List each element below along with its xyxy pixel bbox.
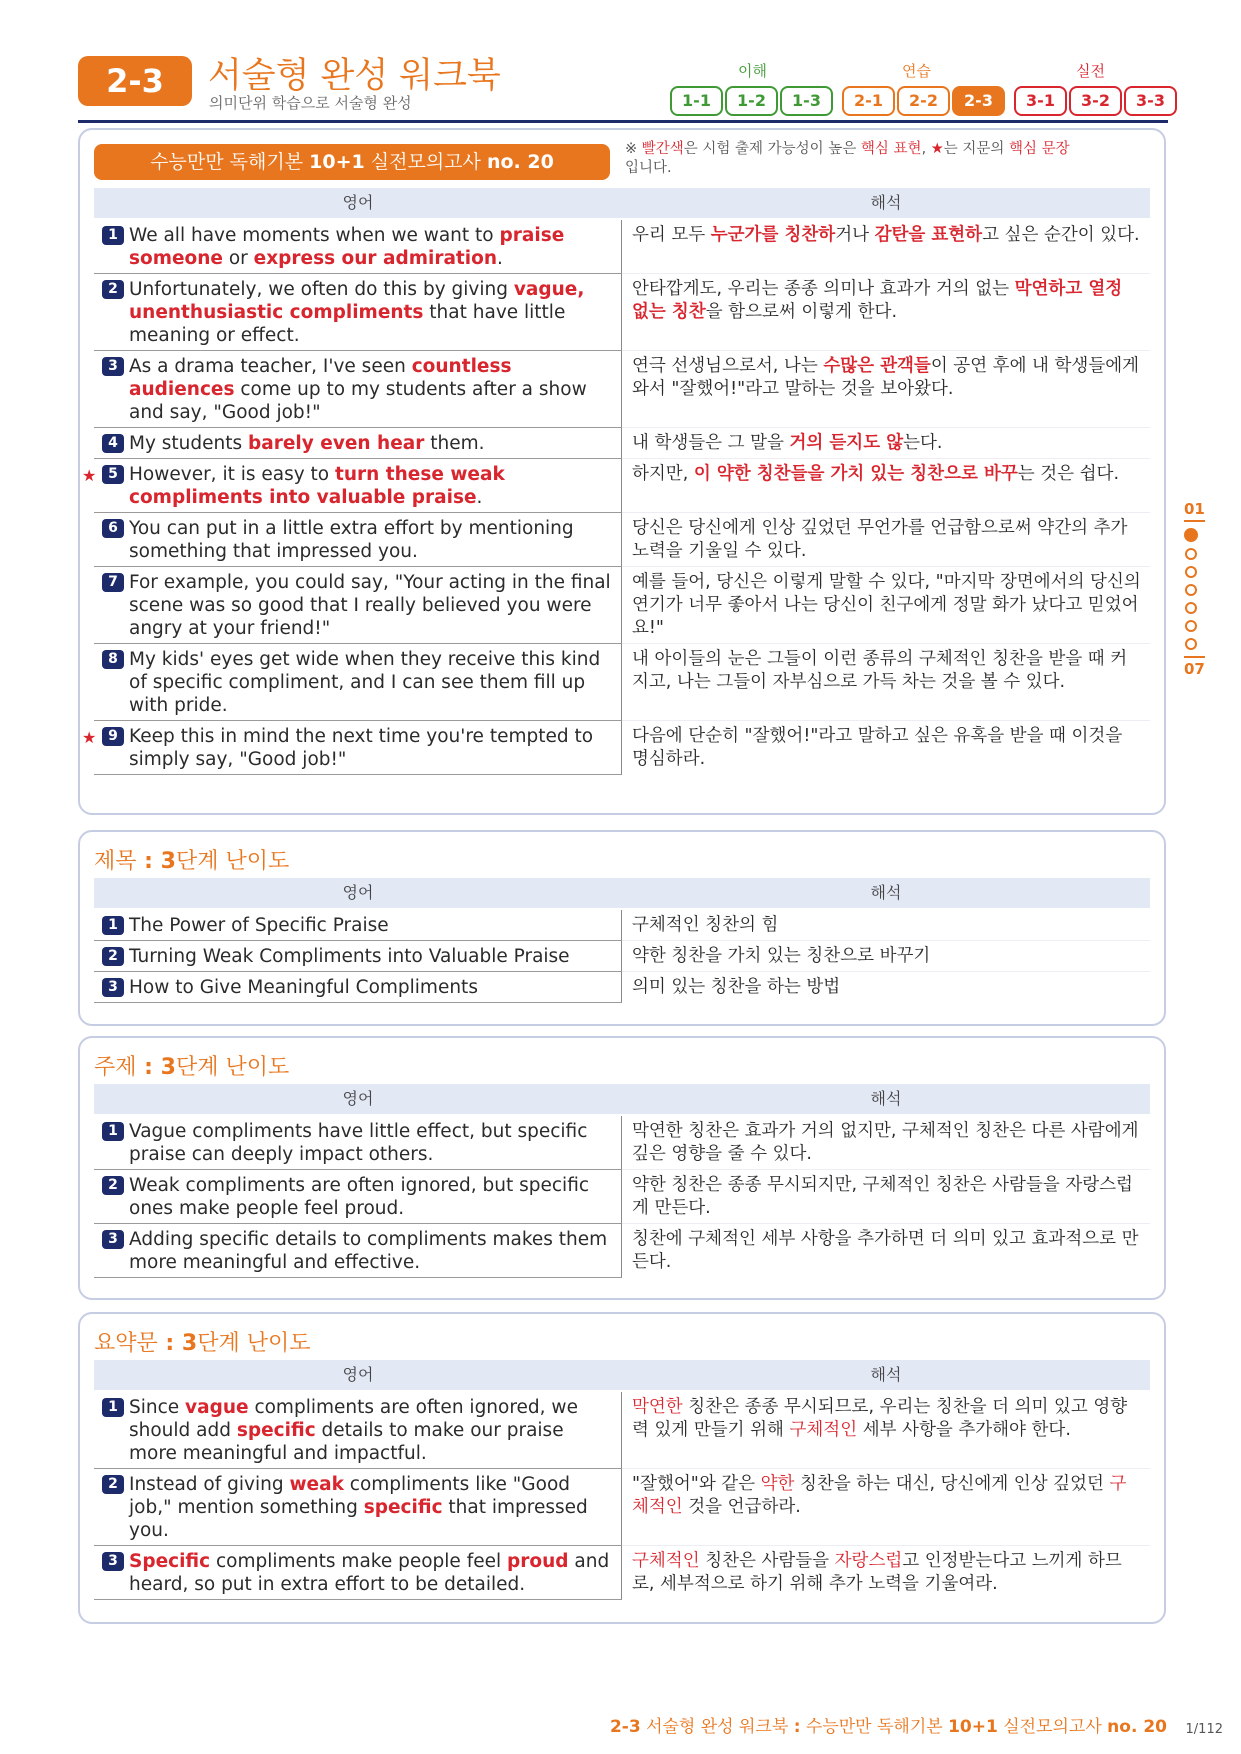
sentence-number-badge: 4 (102, 434, 124, 453)
text-segment: 내 아이들의 눈은 그들이 이런 종류의 구체적인 칭찬을 받을 때 커지고, 나는 그들이 자부심으로 가득 차는 것을 볼 수 있다. (632, 649, 1128, 692)
highlighted-text: 막연한 (632, 1397, 683, 1417)
korean-cell (622, 910, 1150, 940)
index-dot[interactable] (1185, 566, 1197, 578)
highlighted-text: 누군가를 칭찬하 (710, 225, 836, 245)
english-cell (94, 1469, 622, 1546)
header-english: 영어 (342, 883, 374, 902)
highlighted-text: 수많은 관객들 (823, 356, 931, 376)
text-segment: 구체적인 칭찬의 힘 (632, 915, 779, 935)
sentence-number-badge: 1 (102, 916, 124, 935)
text-segment: . (476, 487, 483, 508)
text-segment: details to make our praise more meaningful and impactful. (129, 1420, 564, 1464)
index-end-label: 07 (1184, 656, 1205, 678)
table-header (94, 878, 1150, 908)
nav-button-2-1[interactable]: 2-1 (842, 86, 895, 116)
sentence-number-badge: 1 (102, 1398, 124, 1417)
highlighted-text: specific (236, 1420, 316, 1441)
text-segment: 것을 언급하라. (682, 1497, 801, 1517)
table-header (94, 1360, 1150, 1390)
nav-button-3-1[interactable]: 3-1 (1014, 86, 1067, 116)
nav-group-real: 실전 (1076, 62, 1105, 80)
table-row (94, 1170, 1150, 1224)
text-segment: that impressed you. (129, 1497, 588, 1541)
nav-button-3-3[interactable]: 3-3 (1124, 86, 1177, 116)
text-segment: 막연한 칭찬은 효과가 거의 없지만, 구체적인 칭찬은 다른 사람에게 깊은 영향을 줄 수 있다. (632, 1121, 1139, 1164)
sentence-number-badge: 2 (102, 280, 124, 299)
passage-panel (78, 128, 1166, 815)
korean-cell (622, 1170, 1150, 1223)
index-dot[interactable] (1184, 528, 1198, 542)
header-korean: 해석 (870, 193, 902, 212)
summary-rows (94, 1392, 1150, 1599)
title-rows (94, 910, 1150, 1002)
text-segment: or (222, 248, 254, 269)
header-english: 영어 (342, 1365, 374, 1384)
text-segment: 다음에 단순히 "잘했어!"라고 말하고 싶은 유혹을 받을 때 이것을 명심하라. (632, 726, 1123, 769)
sentence-number-badge: 9 (102, 727, 124, 746)
english-cell (94, 941, 622, 972)
header-korean: 해석 (870, 883, 902, 902)
text-segment: Adding specific details to compliments makes them more meaningful and effective. (129, 1229, 608, 1273)
table-row (94, 220, 1150, 274)
english-cell (94, 220, 622, 274)
text-segment: 약한 칭찬은 종종 무시되지만, 구체적인 칭찬은 사람들을 자랑스럽게 만든다. (632, 1175, 1133, 1218)
table-row (94, 351, 1150, 428)
table-row (94, 941, 1150, 972)
index-dot[interactable] (1185, 620, 1197, 632)
highlighted-text: vague, unenthusiastic compliments (129, 279, 585, 323)
text-segment: Keep this in mind the next time you're tempted to simply say, "Good job!" (129, 726, 594, 770)
text-segment: 안타깝게도, 우리는 종종 의미나 효과가 거의 없는 (632, 279, 1015, 299)
highlighted-text: 구체적인 (632, 1474, 1127, 1517)
english-cell (94, 1392, 622, 1469)
sentence-number-badge: 3 (102, 357, 124, 376)
text-segment: 칭찬은 사람들을 (699, 1551, 835, 1571)
text-segment: come up to my students after a show and say, "Good job!" (129, 379, 587, 423)
topic-panel (78, 1036, 1166, 1300)
text-segment: 고 싶은 순간이 있다. (982, 225, 1140, 245)
highlighted-text: turn these weak compliments into valuable praise (129, 464, 505, 508)
text-segment: compliments are often ignored, we should add (129, 1397, 578, 1441)
english-cell (82, 459, 622, 513)
highlighted-text: 구체적인 (789, 1420, 858, 1440)
legend-note: ※ 빨간색은 시험 출제 가능성이 높은 핵심 표현, ★는 지문의 핵심 문장 입니다. (625, 141, 1070, 176)
table-row (94, 1392, 1150, 1469)
text-segment: The Power of Specific Praise (129, 915, 389, 936)
table-row (94, 567, 1150, 644)
sentence-number-badge: 1 (102, 1122, 124, 1141)
index-dot[interactable] (1185, 584, 1197, 596)
text-segment: My students (129, 433, 249, 454)
table-row (94, 972, 1150, 1002)
korean-cell (622, 220, 1150, 273)
english-cell (94, 351, 622, 428)
sentence-number-badge: 8 (102, 650, 124, 669)
text-segment: 는다. (903, 433, 943, 453)
unit-badge: 2-3 (78, 56, 192, 106)
page-number: 1/112 (1185, 1722, 1223, 1737)
topic-section-heading: 주제 : 3단계 난이도 (94, 1055, 290, 1080)
source-badge: 수능만만 독해기본 10+1 실전모의고사 no. 20 (94, 144, 610, 180)
sentence-number-badge: 2 (102, 1475, 124, 1494)
english-cell (94, 1116, 622, 1170)
english-cell (82, 721, 622, 775)
table-row (82, 721, 1150, 774)
korean-cell (622, 644, 1150, 720)
highlighted-text: vague (185, 1397, 249, 1418)
highlighted-text: 감탄을 표현하 (874, 225, 983, 245)
text-segment: 우리 모두 (632, 225, 711, 245)
korean-cell (622, 941, 1150, 971)
page-title: 서술형 완성 워크북 (208, 56, 501, 96)
text-segment: 칭찬에 구체적인 세부 사항을 추가하면 더 의미 있고 효과적으로 만든다. (632, 1229, 1139, 1272)
highlighted-text: 자랑스럽 (834, 1551, 903, 1571)
highlighted-text: countless audiences (129, 356, 512, 400)
text-segment: Turning Weak Compliments into Valuable Praise (129, 946, 570, 967)
text-segment: How to Give Meaningful Compliments (129, 977, 478, 998)
text-segment: For example, you could say, "Your acting in the final scene was so good that I really believed you were angry at your friend!" (129, 572, 611, 639)
key-sentence-star-icon: ★ (82, 466, 97, 485)
sentence-number-badge: 3 (102, 1230, 124, 1249)
korean-cell (622, 1469, 1150, 1545)
table-row (94, 1546, 1150, 1599)
text-segment: 이 공연 후에 내 학생들에게 와서 "잘했어!"라고 말하는 것을 보아왔다. (632, 356, 1140, 399)
text-segment: 연극 선생님으로서, 나는 (632, 356, 824, 376)
text-segment: 고 인정받는다고 느끼게 하므로, 세부적으로 하기 위해 추가 노력을 기울여라. (632, 1551, 1122, 1594)
footer-source: 2-3 서술형 완성 워크북 : 수능만만 독해기본 10+1 실전모의고사 no. 20 (609, 1717, 1167, 1737)
sentence-number-badge: 6 (102, 519, 124, 538)
table-header (94, 1084, 1150, 1114)
page-subtitle: 의미단위 학습으로 서술형 완성 (209, 94, 412, 112)
sentence-number-badge: 2 (102, 1176, 124, 1195)
text-segment: Weak compliments are often ignored, but specific ones make people feel proud. (129, 1175, 590, 1219)
text-segment: 거나 (835, 225, 875, 245)
text-segment: . (497, 248, 503, 269)
highlighted-text: 거의 듣지도 않 (789, 433, 904, 453)
highlighted-text: 이 약한 칭찬들을 가치 있는 칭찬으로 바꾸 (693, 464, 1018, 484)
text-segment: 당신은 당신에게 인상 깊었던 무언가를 언급함으로써 약간의 추가 노력을 기울일 수 있다. (632, 518, 1128, 561)
text-segment: 예를 들어, 당신은 이렇게 말할 수 있다, "마지막 장면에서의 당신의 연기가 너무 좋아서 나는 당신이 친구에게 정말 화가 났다고 믿었어요!" (632, 572, 1141, 638)
korean-cell (622, 567, 1150, 643)
text-segment: 칭찬을 하는 대신, 당신에게 인상 깊었던 (794, 1474, 1110, 1494)
table-row (94, 1116, 1150, 1170)
sentence-number-badge: 1 (102, 226, 124, 245)
english-cell (94, 972, 622, 1003)
highlighted-text: Specific (129, 1551, 211, 1572)
highlighted-text: specific (363, 1497, 443, 1518)
nav-button-2-3[interactable]: 2-3 (952, 86, 1005, 116)
text-segment: 의미 있는 칭찬을 하는 방법 (632, 977, 841, 997)
english-cell (94, 274, 622, 351)
text-segment: You can put in a little extra effort by mentioning something that impressed you. (129, 518, 574, 562)
nav-button-1-2[interactable]: 1-2 (725, 86, 778, 116)
text-segment: We all have moments when we want to (129, 225, 500, 246)
text-segment: 내 학생들은 그 말을 (632, 433, 790, 453)
index-dot[interactable] (1185, 548, 1197, 560)
korean-cell (622, 972, 1150, 1002)
text-segment: 하지만, (632, 464, 694, 484)
nav-button-1-3[interactable]: 1-3 (780, 86, 833, 116)
nav-group-practice: 연습 (902, 62, 931, 80)
text-segment: However, it is easy to (129, 464, 336, 485)
header-english: 영어 (342, 193, 374, 212)
key-sentence-star-icon: ★ (82, 728, 97, 747)
text-segment: them. (424, 433, 485, 454)
korean-cell (622, 721, 1150, 774)
index-dots (1184, 528, 1205, 650)
table-row (94, 513, 1150, 567)
text-segment: that have little meaning or effect. (129, 302, 566, 346)
text-segment: 약한 칭찬을 가치 있는 칭찬으로 바꾸기 (632, 946, 931, 966)
sentence-number-badge: 3 (102, 1552, 124, 1571)
highlighted-text: weak (289, 1474, 344, 1495)
header-korean: 해석 (870, 1089, 902, 1108)
sentence-number-badge: 2 (102, 947, 124, 966)
text-segment: Since (129, 1397, 186, 1418)
korean-cell (622, 1546, 1150, 1599)
nav-button-3-2[interactable]: 3-2 (1069, 86, 1122, 116)
english-cell (94, 567, 622, 644)
english-cell (94, 1546, 622, 1600)
highlighted-text: 구체적인 (632, 1551, 700, 1571)
english-cell (94, 1224, 622, 1278)
highlighted-text: 막연하고 열정 없는 칭찬 (632, 279, 1123, 322)
side-page-index (1184, 500, 1205, 678)
table-row (82, 459, 1150, 513)
header-english: 영어 (342, 1089, 374, 1108)
summary-section-heading: 요약문 : 3단계 난이도 (94, 1331, 311, 1356)
english-cell (94, 910, 622, 941)
header-korean: 해석 (870, 1365, 902, 1384)
english-cell (94, 644, 622, 721)
highlighted-text: 약한 (760, 1474, 795, 1494)
text-segment: compliments make people feel (210, 1551, 507, 1572)
topic-rows (94, 1116, 1150, 1277)
table-row (94, 1224, 1150, 1277)
title-section-heading: 제목 : 3단계 난이도 (94, 849, 290, 874)
nav-group-understand: 이해 (738, 62, 767, 80)
korean-cell (622, 351, 1150, 427)
index-dot[interactable] (1185, 638, 1197, 650)
korean-cell (622, 513, 1150, 566)
sentence-number-badge: 5 (102, 465, 124, 484)
text-segment: Instead of giving (129, 1474, 290, 1495)
english-cell (94, 513, 622, 567)
english-cell (94, 1170, 622, 1224)
table-row (94, 274, 1150, 351)
sentence-number-badge: 3 (102, 978, 124, 997)
english-cell (94, 428, 622, 459)
text-segment: 는 것은 쉽다. (1017, 464, 1120, 484)
header-divider (78, 120, 1168, 123)
table-row (94, 1469, 1150, 1546)
highlighted-text: praise someone (129, 225, 565, 269)
table-header (94, 188, 1150, 218)
korean-cell (622, 274, 1150, 350)
index-dot[interactable] (1185, 602, 1197, 614)
text-segment: Unfortunately, we often do this by giving (129, 279, 514, 300)
text-segment: compliments like "Good job," mention something (129, 1474, 571, 1518)
text-segment: 을 함으로써 이렇게 한다. (705, 302, 898, 322)
korean-cell (622, 1224, 1150, 1277)
nav-button-2-2[interactable]: 2-2 (897, 86, 950, 116)
table-row (94, 910, 1150, 941)
nav-button-1-1[interactable]: 1-1 (670, 86, 723, 116)
text-segment: "잘했어"와 같은 (632, 1474, 761, 1494)
summary-panel (78, 1312, 1166, 1624)
highlighted-text: barely even hear (248, 433, 425, 454)
index-start-label: 01 (1184, 500, 1205, 522)
text-segment: As a drama teacher, I've seen (129, 356, 412, 377)
text-segment: 세부 사항을 추가해야 한다. (857, 1420, 1071, 1440)
text-segment: Vague compliments have little effect, but specific praise can deeply impact others. (129, 1121, 588, 1165)
korean-cell (622, 1392, 1150, 1468)
table-row (94, 428, 1150, 459)
korean-cell (622, 1116, 1150, 1169)
highlighted-text: express our admiration (253, 248, 497, 269)
korean-cell (622, 428, 1150, 458)
text-segment: My kids' eyes get wide when they receive this kind of specific compliment, and I can see them fill up with pride. (129, 649, 601, 716)
text-segment: 칭찬은 종종 무시되므로, 우리는 칭찬을 더 의미 있고 영향력 있게 만들기 위해 (632, 1397, 1128, 1440)
highlighted-text: proud (507, 1551, 569, 1572)
passage-rows (82, 220, 1150, 774)
sentence-number-badge: 7 (102, 573, 124, 592)
korean-cell (622, 459, 1150, 512)
title-panel (78, 830, 1166, 1026)
table-row (94, 644, 1150, 721)
text-segment: and heard, so put in extra effort to be detailed. (129, 1551, 610, 1595)
